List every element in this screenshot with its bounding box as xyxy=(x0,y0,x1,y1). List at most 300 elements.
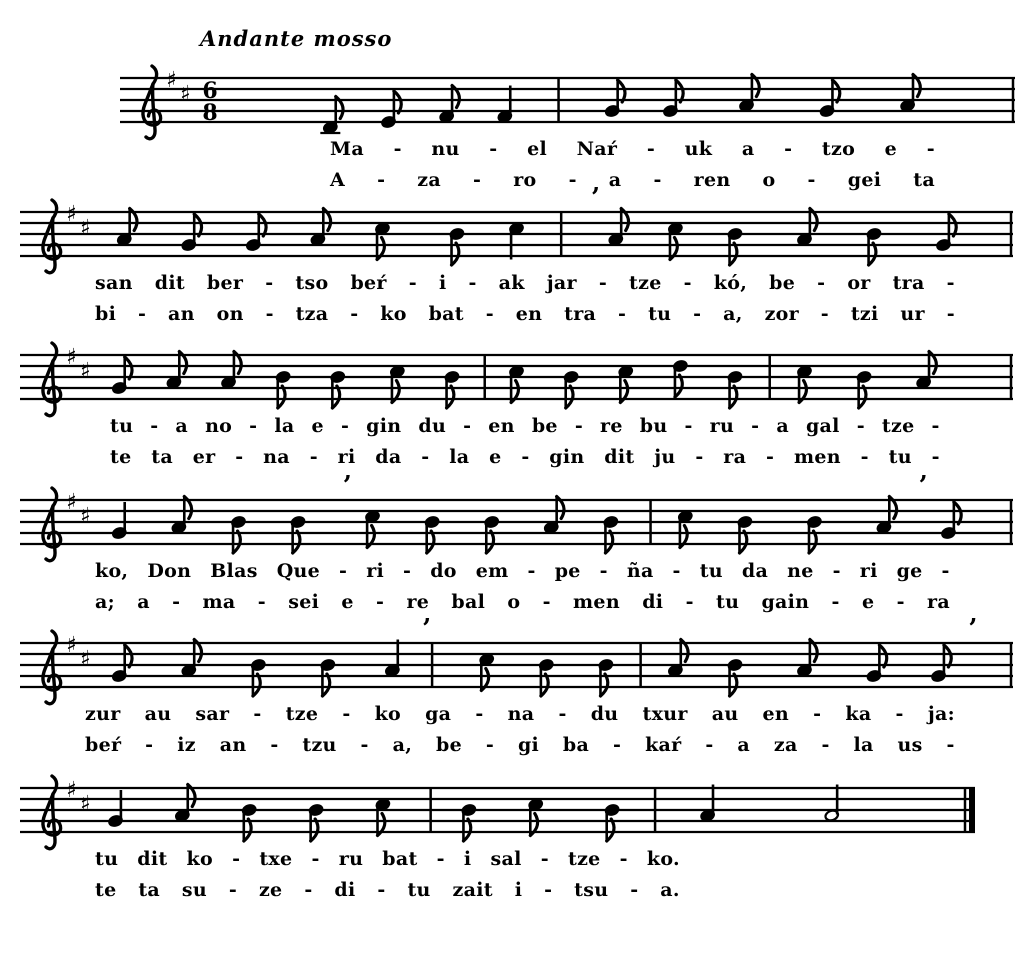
eighth-note xyxy=(390,365,405,402)
syllable: tzu xyxy=(302,734,337,756)
syllable-hyphen: - xyxy=(473,169,482,191)
eighth-note xyxy=(242,804,257,841)
syllable: iz xyxy=(177,734,196,756)
eighth-note xyxy=(181,640,201,677)
syllable: gin xyxy=(366,415,402,437)
syllable: tu xyxy=(95,848,119,870)
eighth-note xyxy=(866,228,881,265)
syllable-hyphen: - xyxy=(895,703,904,725)
syllable: ak xyxy=(498,272,525,294)
syllable-hyphen: - xyxy=(860,446,869,468)
syllable-hyphen: - xyxy=(270,734,279,756)
syllable: e xyxy=(489,446,502,468)
eighth-note xyxy=(166,352,186,389)
syllable: en xyxy=(762,703,790,725)
syllable: a, xyxy=(392,734,413,756)
syllable: kaŕ xyxy=(645,734,682,756)
syllable: tze xyxy=(629,272,662,294)
eighth-note xyxy=(857,371,872,408)
syllable: ber xyxy=(206,272,244,294)
eighth-note xyxy=(444,371,459,408)
syllable: ri xyxy=(366,560,385,582)
syllable: gi xyxy=(517,734,540,756)
syllable: tzo xyxy=(821,138,856,160)
breath-mark-icon: ’ xyxy=(918,472,928,501)
eighth-note xyxy=(439,86,459,123)
syllable-hyphen: - xyxy=(521,446,530,468)
eighth-note xyxy=(117,209,137,246)
syllable: tze xyxy=(568,848,601,870)
syllable-hyphen: - xyxy=(527,560,536,582)
syllable: ga xyxy=(425,703,452,725)
eighth-note xyxy=(276,371,291,408)
syllable-hyphen: - xyxy=(350,303,359,325)
syllable: au xyxy=(711,703,739,725)
syllable: Ma xyxy=(330,138,364,160)
eighth-note xyxy=(375,222,390,259)
syllable-hyphen: - xyxy=(784,138,793,160)
syllable-hyphen: - xyxy=(653,169,662,191)
sharp-icon: ♯ xyxy=(80,215,91,241)
syllable: ko xyxy=(186,848,213,870)
syllable: a xyxy=(137,591,150,613)
syllable-hyphen: - xyxy=(489,138,498,160)
syllable: an xyxy=(168,303,195,325)
sharp-icon: ♯ xyxy=(66,344,77,370)
syllable: tu xyxy=(699,560,723,582)
syllable: ko xyxy=(374,703,402,725)
syllable: ro xyxy=(513,169,537,191)
syllable-hyphen: - xyxy=(574,415,584,437)
eighth-note xyxy=(678,510,693,547)
eighth-note xyxy=(479,653,494,690)
staff-system-3 xyxy=(20,327,1013,477)
syllable-hyphen: - xyxy=(931,415,940,437)
syllable-hyphen: - xyxy=(544,879,553,901)
syllable: ju xyxy=(654,446,676,468)
syllable-hyphen: - xyxy=(831,591,840,613)
eighth-note xyxy=(603,516,618,553)
syllable: ri xyxy=(337,446,356,468)
syllable: a xyxy=(737,734,751,756)
lyrics-line-2 xyxy=(95,591,950,613)
syllable: tsu xyxy=(574,879,609,901)
syllable: na xyxy=(507,703,535,725)
syllable: a, xyxy=(723,303,743,325)
syllable: e xyxy=(341,591,354,613)
lyrics-line-1 xyxy=(95,848,680,870)
syllable-hyphen: - xyxy=(253,703,262,725)
quarter-note xyxy=(385,640,400,677)
breath-mark-icon: ’ xyxy=(590,184,601,213)
syllable-hyphen: - xyxy=(619,848,628,870)
syllable: gal xyxy=(805,415,840,437)
syllable: pe xyxy=(554,560,581,582)
breath-mark-icon: ’ xyxy=(422,615,432,644)
eighth-note xyxy=(425,516,440,553)
eighth-note xyxy=(797,209,817,246)
syllable-hyphen: - xyxy=(821,734,830,756)
syllable-hyphen: - xyxy=(403,560,412,582)
eighth-note xyxy=(310,209,330,246)
syllable-hyphen: - xyxy=(807,169,816,191)
syllable-hyphen: - xyxy=(817,272,826,294)
syllable: na xyxy=(263,446,290,468)
syllable: te xyxy=(110,446,132,468)
syllable: du xyxy=(590,703,619,725)
eighth-note xyxy=(737,516,752,553)
syllable: i xyxy=(463,848,472,870)
lyrics-line-2 xyxy=(85,734,955,756)
syllable: jar xyxy=(546,272,577,294)
eighth-note xyxy=(727,371,742,408)
syllable-hyphen: - xyxy=(926,138,935,160)
lyrics-line-1 xyxy=(95,560,950,582)
eighth-note xyxy=(673,360,688,397)
syllable-hyphen: - xyxy=(820,303,829,325)
syllable-hyphen: - xyxy=(304,879,313,901)
lyrics-line-1 xyxy=(95,272,955,294)
syllable: sar xyxy=(195,703,230,725)
syllable: ta xyxy=(138,879,161,901)
sharp-icon: ♯ xyxy=(66,489,77,515)
eighth-note xyxy=(807,516,822,553)
sharp-icon: ♯ xyxy=(66,632,77,658)
syllable-hyphen: - xyxy=(468,272,477,294)
syllable: ba xyxy=(562,734,590,756)
syllable: A xyxy=(330,169,346,191)
syllable: ta xyxy=(913,169,935,191)
syllable: zait xyxy=(452,879,493,901)
syllable: ren xyxy=(693,169,731,191)
syllable: an xyxy=(219,734,247,756)
syllable: e xyxy=(884,138,898,160)
eighth-note xyxy=(251,659,266,696)
syllable-hyphen: - xyxy=(232,848,241,870)
syllable: Don xyxy=(147,560,192,582)
syllable: tzi xyxy=(850,303,879,325)
syllable: men xyxy=(573,591,620,613)
syllable-hyphen: - xyxy=(751,415,760,437)
sharp-icon: ♯ xyxy=(80,358,91,384)
eighth-note xyxy=(797,640,817,677)
syllable: za xyxy=(417,169,441,191)
eighth-note xyxy=(171,497,191,534)
syllable: no xyxy=(205,415,233,437)
syllable-hyphen: - xyxy=(672,560,681,582)
eighth-note xyxy=(797,365,812,402)
syllable: ri xyxy=(859,560,878,582)
eighth-note xyxy=(618,365,633,402)
syllable: do xyxy=(430,560,457,582)
staff-system-1 xyxy=(120,50,1015,200)
syllable: ma xyxy=(202,591,236,613)
eighth-note xyxy=(668,640,688,677)
eighth-note xyxy=(231,516,246,553)
syllable-hyphen: - xyxy=(946,303,955,325)
syllable: tza xyxy=(295,303,329,325)
eighth-note xyxy=(916,352,936,389)
syllable: ne xyxy=(787,560,814,582)
syllable-hyphen: - xyxy=(172,591,181,613)
syllable-hyphen: - xyxy=(408,272,417,294)
syllable: tu xyxy=(888,446,912,468)
syllable: ru xyxy=(709,415,735,437)
syllable-hyphen: - xyxy=(265,272,274,294)
syllable-hyphen: - xyxy=(377,879,386,901)
syllable-hyphen: - xyxy=(235,446,244,468)
syllable: gei xyxy=(847,169,882,191)
eighth-note xyxy=(739,75,759,112)
syllable-hyphen: - xyxy=(376,591,385,613)
syllable-hyphen: - xyxy=(646,138,655,160)
syllable-hyphen: - xyxy=(150,415,159,437)
syllable: on xyxy=(216,303,244,325)
syllable: Blas xyxy=(210,560,258,582)
syllable: la xyxy=(274,415,295,437)
time-signature-top: 6 xyxy=(202,78,218,104)
syllable: tu xyxy=(407,879,431,901)
syllable-hyphen: - xyxy=(896,591,905,613)
syllable: ra xyxy=(927,591,950,613)
eighth-note xyxy=(564,371,579,408)
lyrics-line-2 xyxy=(110,446,940,468)
syllable: da xyxy=(741,560,769,582)
sharp-icon: ♯ xyxy=(80,503,91,529)
staff-system-6 xyxy=(20,760,975,910)
tempo-marking: Andante mosso xyxy=(200,26,393,51)
syllable-hyphen: - xyxy=(766,446,775,468)
staff-system-4 xyxy=(20,472,1013,622)
syllable-hyphen: - xyxy=(813,703,822,725)
syllable: or xyxy=(847,272,871,294)
syllable: ze xyxy=(258,879,283,901)
syllable: ja: xyxy=(927,703,955,725)
syllable-hyphen: - xyxy=(463,415,472,437)
syllable-hyphen: - xyxy=(685,591,694,613)
syllable: i xyxy=(438,272,447,294)
syllable: Naŕ xyxy=(576,138,618,160)
eighth-note xyxy=(309,804,324,841)
syllable-hyphen: - xyxy=(684,415,693,437)
syllable: te xyxy=(95,879,117,901)
syllable: e xyxy=(861,591,875,613)
lyrics-line-1 xyxy=(330,138,935,160)
syllable: za xyxy=(773,734,798,756)
syllable: a. xyxy=(660,879,680,901)
syllable-hyphen: - xyxy=(228,879,238,901)
eighth-note xyxy=(544,497,564,534)
syllable-hyphen: - xyxy=(946,734,955,756)
sharp-icon: ♯ xyxy=(180,81,191,107)
syllable: be xyxy=(769,272,796,294)
syllable: bat xyxy=(382,848,418,870)
syllable: e xyxy=(311,415,324,437)
sharp-icon: ♯ xyxy=(80,646,91,672)
syllable: di xyxy=(642,591,664,613)
lyrics-line-1 xyxy=(85,703,955,725)
syllable-hyphen: - xyxy=(599,560,608,582)
syllable-hyphen: - xyxy=(393,138,402,160)
sharp-icon: ♯ xyxy=(80,791,91,817)
syllable: ko xyxy=(380,303,407,325)
syllable: dit xyxy=(137,848,168,870)
syllable-hyphen: - xyxy=(485,734,495,756)
syllable: kó, xyxy=(713,272,748,294)
eighth-note xyxy=(320,659,335,696)
syllable: a; xyxy=(95,591,115,613)
syllable-hyphen: - xyxy=(540,848,549,870)
syllable: re xyxy=(600,415,623,437)
syllable-hyphen: - xyxy=(941,560,950,582)
syllable: be xyxy=(531,415,558,437)
sharp-icon: ♯ xyxy=(66,777,77,803)
syllable: ge xyxy=(896,560,923,582)
syllable: a xyxy=(776,415,789,437)
syllable: zur xyxy=(85,703,121,725)
syllable: da xyxy=(375,446,402,468)
syllable-hyphen: - xyxy=(695,446,704,468)
syllable: tu xyxy=(648,303,672,325)
syllable-hyphen: - xyxy=(377,169,386,191)
syllable: txur xyxy=(642,703,688,725)
sharp-icon: ♯ xyxy=(166,67,177,93)
syllable: dit xyxy=(154,272,185,294)
syllable-hyphen: - xyxy=(946,272,955,294)
syllable-hyphen: - xyxy=(257,591,266,613)
syllable-hyphen: - xyxy=(542,591,551,613)
eighth-note xyxy=(876,497,896,534)
eighth-note xyxy=(375,798,390,835)
eighth-note xyxy=(900,75,920,112)
time-signature-bottom: 8 xyxy=(202,100,218,126)
syllable-hyphen: - xyxy=(309,446,318,468)
lyrics-line-2 xyxy=(95,303,955,325)
quarter-note xyxy=(509,222,524,259)
syllable: tze xyxy=(881,415,915,437)
syllable: gin xyxy=(549,446,585,468)
eighth-note xyxy=(175,785,195,822)
eighth-note xyxy=(727,659,742,696)
syllable-hyphen: - xyxy=(137,303,147,325)
eighth-note xyxy=(668,222,683,259)
eighth-note xyxy=(461,804,476,841)
syllable: tso xyxy=(295,272,329,294)
syllable-hyphen: - xyxy=(311,848,320,870)
syllable-hyphen: - xyxy=(618,303,627,325)
syllable-hyphen: - xyxy=(436,848,445,870)
eighth-note xyxy=(605,804,620,841)
syllable: ka xyxy=(845,703,872,725)
syllable: ña xyxy=(626,560,654,582)
syllable-hyphen: - xyxy=(485,303,494,325)
syllable: sal xyxy=(490,848,522,870)
syllable: en xyxy=(488,415,515,437)
syllable: zor xyxy=(764,303,799,325)
syllable: bi xyxy=(95,303,117,325)
half-note xyxy=(824,785,839,822)
syllable: du xyxy=(418,415,447,437)
syllable-hyphen: - xyxy=(558,703,567,725)
syllable: o xyxy=(762,169,776,191)
eighth-note xyxy=(509,365,524,402)
syllable-hyphen: - xyxy=(630,879,639,901)
syllable: tze xyxy=(285,703,319,725)
quarter-note xyxy=(108,790,123,827)
eighth-note xyxy=(365,510,380,547)
syllable: nu xyxy=(431,138,460,160)
eighth-note xyxy=(291,516,306,553)
syllable: uk xyxy=(684,138,713,160)
syllable-hyphen: - xyxy=(145,734,154,756)
syllable: ta xyxy=(151,446,173,468)
syllable: us xyxy=(897,734,923,756)
syllable: sei xyxy=(288,591,320,613)
syllable: bu xyxy=(639,415,668,437)
syllable-hyphen: - xyxy=(693,303,702,325)
syllable: em xyxy=(475,560,509,582)
syllable: san xyxy=(95,272,133,294)
syllable: au xyxy=(144,703,172,725)
syllable: tu xyxy=(716,591,740,613)
lyrics-line-1 xyxy=(110,415,940,437)
syllable: Que xyxy=(276,560,321,582)
eighth-note xyxy=(727,228,742,265)
syllable: beŕ xyxy=(85,734,122,756)
syllable: su xyxy=(181,879,208,901)
quarter-note xyxy=(497,86,512,123)
eighth-note xyxy=(320,97,343,134)
syllable-hyphen: - xyxy=(856,415,865,437)
syllable: tu xyxy=(110,415,134,437)
syllable: en xyxy=(515,303,543,325)
staff-system-2 xyxy=(20,184,1013,334)
syllable: ko, xyxy=(95,560,129,582)
lyrics-line-2 xyxy=(95,879,680,901)
eighth-note xyxy=(539,659,554,696)
quarter-note xyxy=(700,785,715,822)
syllable: o xyxy=(507,591,521,613)
syllable: er xyxy=(192,446,216,468)
syllable-hyphen: - xyxy=(683,272,692,294)
breath-mark-icon: ’ xyxy=(968,615,978,644)
syllable: di xyxy=(334,879,356,901)
syllable: tra xyxy=(564,303,597,325)
syllable-hyphen: - xyxy=(340,415,350,437)
syllable: a xyxy=(608,169,622,191)
syllable-hyphen: - xyxy=(568,169,577,191)
syllable: la xyxy=(853,734,874,756)
syllable: beŕ xyxy=(350,272,387,294)
syllable-hyphen: - xyxy=(613,734,622,756)
syllable-hyphen: - xyxy=(475,703,484,725)
sharp-icon: ♯ xyxy=(66,201,77,227)
staff-system-5 xyxy=(20,615,1013,765)
eighth-note xyxy=(484,516,499,553)
syllable-hyphen: - xyxy=(249,415,258,437)
syllable: txe xyxy=(259,848,293,870)
syllable: bal xyxy=(451,591,486,613)
eighth-note xyxy=(528,798,543,835)
syllable: el xyxy=(527,138,547,160)
syllable: gain xyxy=(761,591,810,613)
syllable: a xyxy=(741,138,755,160)
syllable-hyphen: - xyxy=(931,446,940,468)
syllable-hyphen: - xyxy=(265,303,274,325)
syllable: la xyxy=(449,446,470,468)
syllable-hyphen: - xyxy=(360,734,369,756)
syllable: bat xyxy=(428,303,464,325)
